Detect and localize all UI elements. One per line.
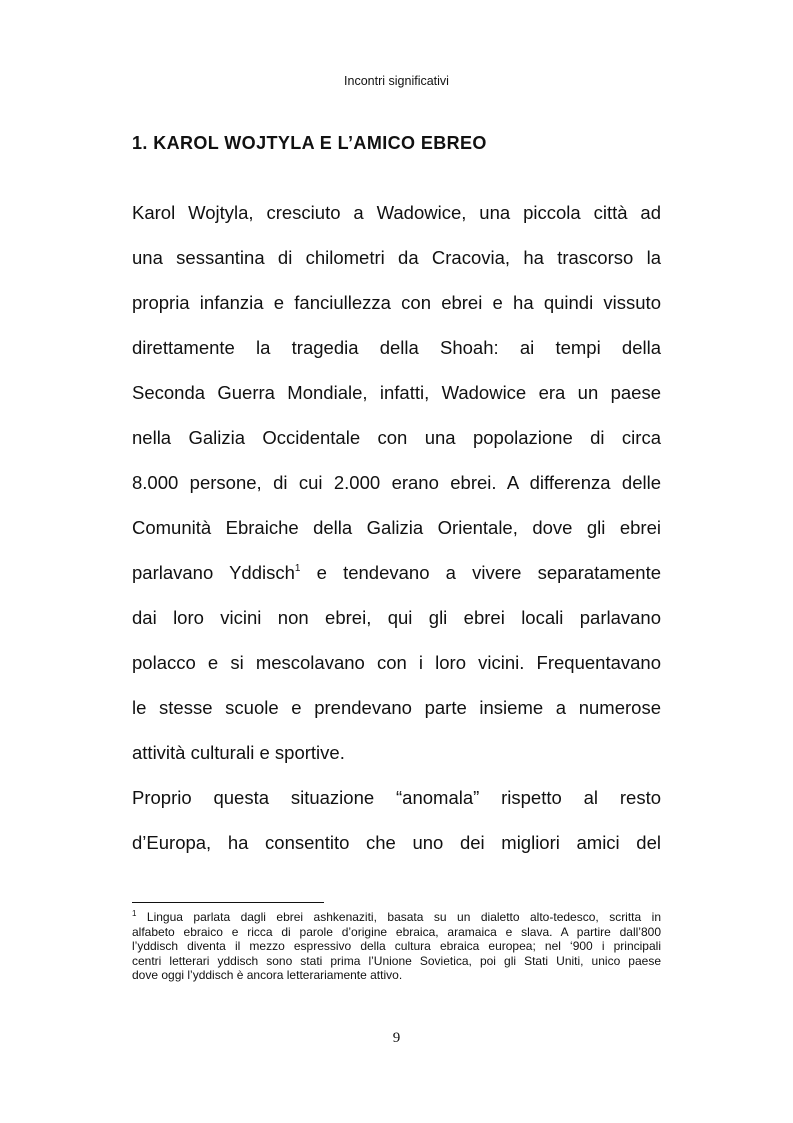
body-line: Comunità Ebraiche della Galizia Orientale, dove gli ebrei	[132, 517, 661, 538]
body-line: direttamente la tragedia della Shoah: ai tempi della	[132, 337, 661, 358]
body-line-with-footnote-ref	[132, 550, 661, 595]
body-text	[132, 190, 661, 865]
footnote-marker: 1	[132, 909, 137, 918]
footnote-reference[interactable]: 1	[294, 563, 301, 574]
footnote-separator	[132, 902, 324, 903]
body-line: attività culturali e sportive.	[132, 742, 345, 763]
footnote-line: dove oggi l’yddisch è ancora letterariamente attivo.	[132, 968, 403, 982]
body-line: propria infanzia e fanciullezza con ebrei e ha quindi vissuto	[132, 292, 661, 313]
body-line: d’Europa, ha consentito che uno dei migliori amici del	[132, 832, 661, 853]
body-line: dai loro vicini non ebrei, qui gli ebrei locali parlavano	[132, 607, 661, 628]
body-line: Seconda Guerra Mondiale, infatti, Wadowice era un paese	[132, 382, 661, 403]
footnote-line	[132, 910, 661, 925]
footnote-line: l’yddisch diventa il mezzo espressivo della cultura ebraica europea; nel ‘900 i principali	[132, 939, 661, 953]
body-text-segment: e tendevano a vivere separatamente	[300, 562, 661, 583]
body-line: Karol Wojtyla, cresciuto a Wadowice, una piccola città ad	[132, 202, 661, 223]
body-line: polacco e si mescolavano con i loro vicini. Frequentavano	[132, 652, 661, 673]
footnote	[132, 910, 661, 983]
chapter-title: 1. KAROL WOJTYLA E L’AMICO EBREO	[132, 133, 487, 153]
body-line: Proprio questa situazione “anomala” rispetto al resto	[132, 787, 661, 808]
page-number: 9	[392, 1030, 401, 1046]
body-line: nella Galizia Occidentale con una popolazione di circa	[132, 427, 661, 448]
body-text-segment: parlavano Yddisch	[132, 562, 295, 583]
body-line: una sessantina di chilometri da Cracovia, ha trascorso la	[132, 247, 661, 268]
body-line: le stesse scuole e prendevano parte insieme a numerose	[132, 697, 661, 718]
body-line: 8.000 persone, di cui 2.000 erano ebrei. A differenza delle	[132, 472, 661, 493]
footnote-line: centri letterari yddisch sono stati prima l’Unione Sovietica, poi gli Stati Uniti, unico paese	[132, 953, 661, 968]
footnote-text-segment: Lingua parlata dagli ebrei ashkenaziti, basata su un dialetto alto-tedesco, scritta in	[136, 910, 661, 924]
running-header: Incontri significativi	[344, 74, 449, 88]
footnote-line: alfabeto ebraico e ricca di parole d’origine ebraica, aramaica e slava. A partire dall’800	[132, 924, 661, 939]
